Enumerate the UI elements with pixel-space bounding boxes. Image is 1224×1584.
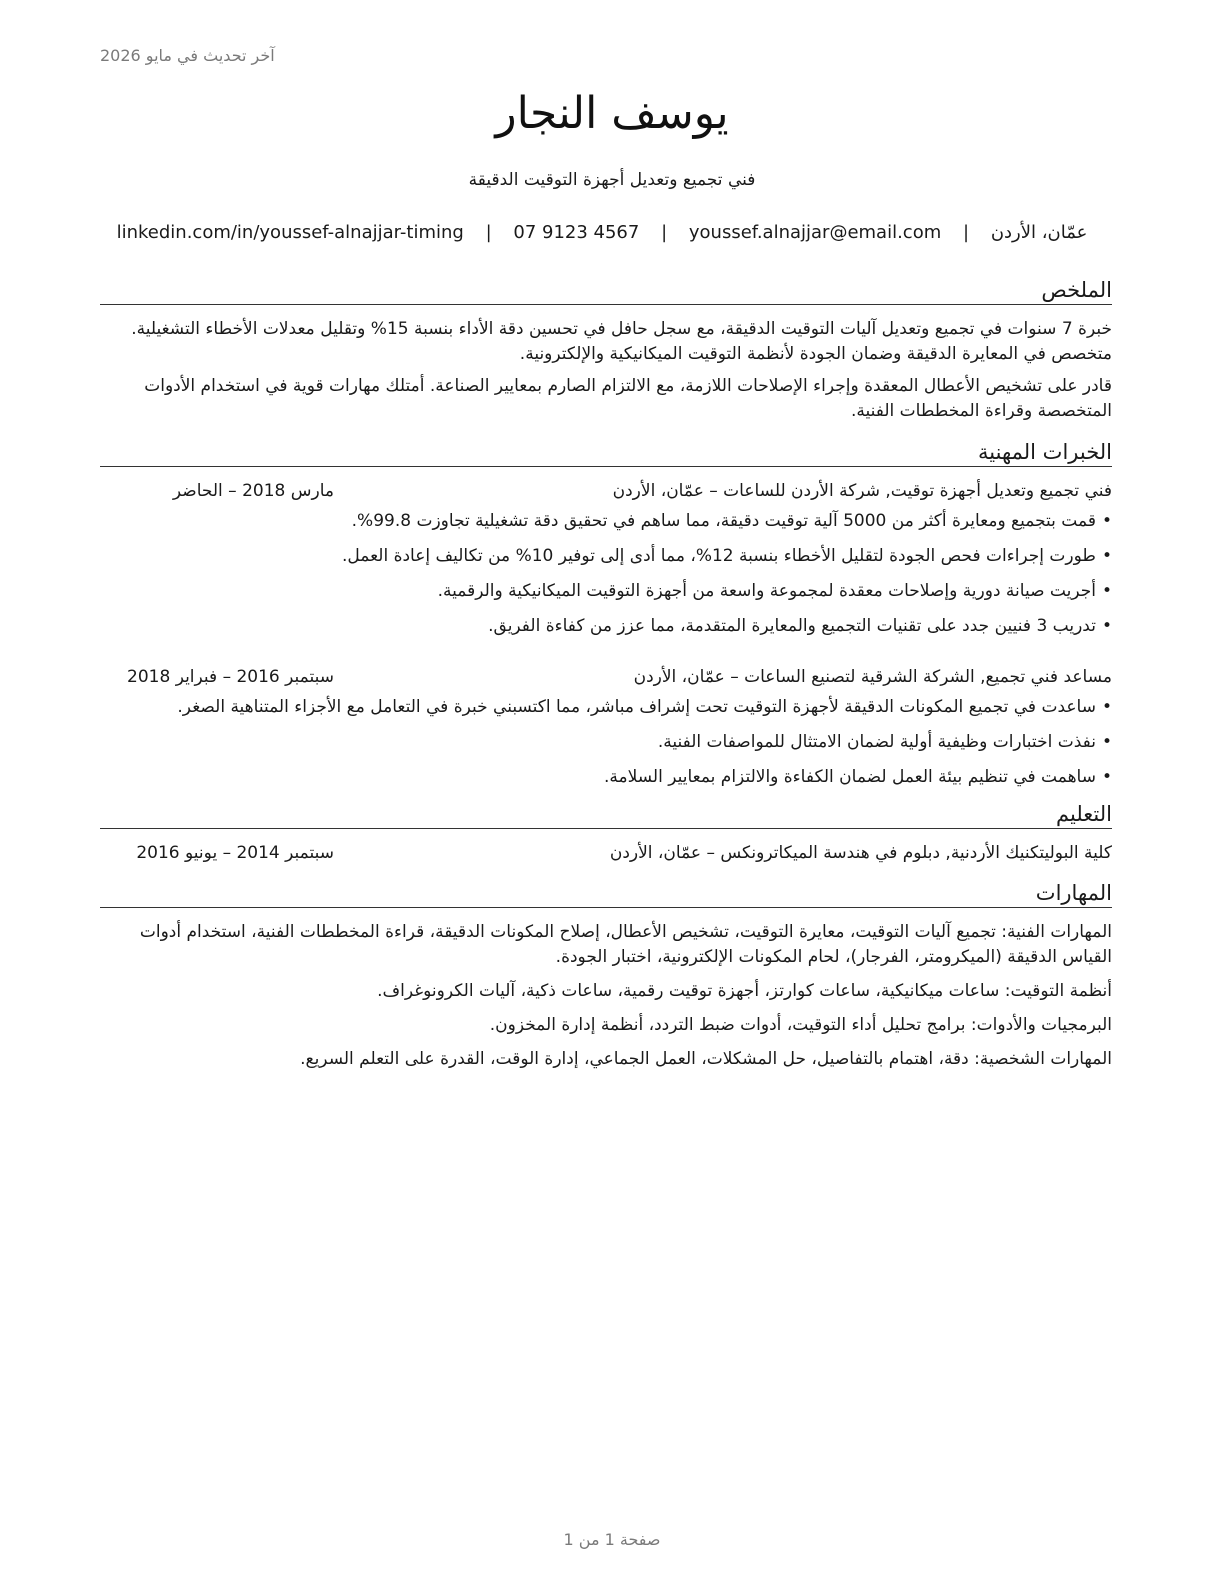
bullet-icon: • xyxy=(1101,732,1112,752)
job-title: مساعد فني تجميع, الشركة الشرقية لتصنيع الساعات – عمّان، الأردن xyxy=(633,667,1112,687)
job-bullet xyxy=(100,695,1112,720)
contact-linkedin[interactable]: linkedin.com/in/youssef-alnajjar-timing xyxy=(116,222,464,243)
job-bullets xyxy=(100,695,1112,790)
last-updated-note: آخر تحديث في مايو 2026 xyxy=(100,46,275,65)
candidate-name: يوسف النجار xyxy=(495,88,729,139)
bullet-icon: • xyxy=(1101,511,1112,531)
resume-content xyxy=(100,276,1112,1081)
skills-heading: المهارات xyxy=(100,879,1112,908)
job-header xyxy=(100,665,1112,691)
bullet-text: طورت إجراءات فحص الجودة لتقليل الأخطاء بنسبة 12%، مما أدى إلى توفير 10% من تكاليف إعادة العمل. xyxy=(341,546,1096,566)
contact-phone: 07 9123 4567 xyxy=(513,222,640,243)
summary-paragraph: خبرة 7 سنوات في تجميع وتعديل آليات التوقيت الدقيقة، مع سجل حافل في تحسين دقة الأداء بنسبة 15% وتقليل معدلات الأخطاء التشغيلية. متخصص في المعايرة الدقيقة وضمان الجودة لأنظمة التوقيت الميكانيكية والإلكترونية. xyxy=(131,319,1112,364)
contact-separator: | xyxy=(963,222,970,243)
education-dates: سبتمبر 2014 – يونيو 2016 xyxy=(136,843,334,863)
contact-location: عمّان، الأردن xyxy=(990,222,1088,243)
contact-line xyxy=(100,222,1104,243)
summary-heading: الملخص xyxy=(100,276,1112,305)
bullet-text: ساعدت في تجميع المكونات الدقيقة لأجهزة التوقيت تحت إشراف مباشر، مما اكتسبني خبرة في التعامل مع الأجزاء المتناهية الصغر. xyxy=(177,697,1096,717)
education-heading: التعليم xyxy=(100,800,1112,829)
contact-separator: | xyxy=(661,222,668,243)
contact-email[interactable]: youssef.alnajjar@email.com xyxy=(688,222,942,243)
page-number: صفحة 1 من 1 xyxy=(563,1530,661,1549)
job-bullet xyxy=(100,544,1112,569)
bullet-icon: • xyxy=(1101,581,1112,601)
job-bullets xyxy=(100,509,1112,639)
bullet-text: تدريب 3 فنيين جدد على تقنيات التجميع والمعايرة المتقدمة، مما عزز من كفاءة الفريق. xyxy=(488,616,1096,636)
skills-personal: المهارات الشخصية: دقة، اهتمام بالتفاصيل، حل المشكلات، العمل الجماعي، إدارة الوقت، القدرة على التعلم السريع. xyxy=(300,1049,1112,1069)
summary-paragraph: قادر على تشخيص الأعطال المعقدة وإجراء الإصلاحات اللازمة، مع الالتزام الصارم بمعايير الصناعة. أمتلك مهارات قوية في استخدام الأدوات المتخصصة وقراءة المخططات الفنية. xyxy=(144,376,1112,421)
bullet-icon: • xyxy=(1101,697,1112,717)
job-entry xyxy=(100,665,1112,790)
job-header xyxy=(100,479,1112,505)
job-dates: مارس 2018 – الحاضر xyxy=(172,481,334,501)
bullet-text: ساهمت في تنظيم بيئة العمل لضمان الكفاءة والالتزام بمعايير السلامة. xyxy=(603,767,1096,787)
job-bullet xyxy=(100,614,1112,639)
job-entry xyxy=(100,479,1112,639)
job-bullet xyxy=(100,579,1112,604)
candidate-headline: فني تجميع وتعديل أجهزة التوقيت الدقيقة xyxy=(468,170,756,190)
job-bullet xyxy=(100,730,1112,755)
bullet-icon: • xyxy=(1101,546,1112,566)
skills-timing-systems: أنظمة التوقيت: ساعات ميكانيكية، ساعات كوارتز، أجهزة توقيت رقمية، ساعات ذكية، آليات الكرونوغراف. xyxy=(377,981,1112,1001)
education-entry xyxy=(100,841,1112,867)
contact-separator: | xyxy=(485,222,492,243)
job-bullet xyxy=(100,765,1112,790)
bullet-text: قمت بتجميع ومعايرة أكثر من 5000 آلية توقيت دقيقة، مما ساهم في تحقيق دقة تشغيلية تجاوزت 99.8%. xyxy=(351,511,1096,531)
skills-technical: المهارات الفنية: تجميع آليات التوقيت، معايرة التوقيت، تشخيص الأعطال، إصلاح المكونات الدقيقة، قراءة المخططات الفنية، استخدام أدوات القياس الدقيقة (الميكرومتر، الفرجار)، لحام المكونات الإلكترونية، اختبار الجودة. xyxy=(139,922,1112,967)
experience-heading: الخبرات المهنية xyxy=(100,438,1112,467)
job-title: فني تجميع وتعديل أجهزة توقيت, شركة الأردن للساعات – عمّان، الأردن xyxy=(612,481,1112,501)
bullet-text: أجريت صيانة دورية وإصلاحات معقدة لمجموعة واسعة من أجهزة التوقيت الميكانيكية والرقمية. xyxy=(437,581,1096,601)
bullet-icon: • xyxy=(1101,616,1112,636)
bullet-text: نفذت اختبارات وظيفية أولية لضمان الامتثال للمواصفات الفنية. xyxy=(657,732,1096,752)
skills-software-tools: البرمجيات والأدوات: برامج تحليل أداء التوقيت، أدوات ضبط التردد، أنظمة إدارة المخزون. xyxy=(489,1015,1112,1035)
education-institution: كلية البوليتكنيك الأردنية, دبلوم في هندسة الميكاترونكس – عمّان، الأردن xyxy=(609,843,1112,863)
job-bullet xyxy=(100,509,1112,534)
bullet-icon: • xyxy=(1101,767,1112,787)
job-dates: سبتمبر 2016 – فبراير 2018 xyxy=(127,667,334,687)
